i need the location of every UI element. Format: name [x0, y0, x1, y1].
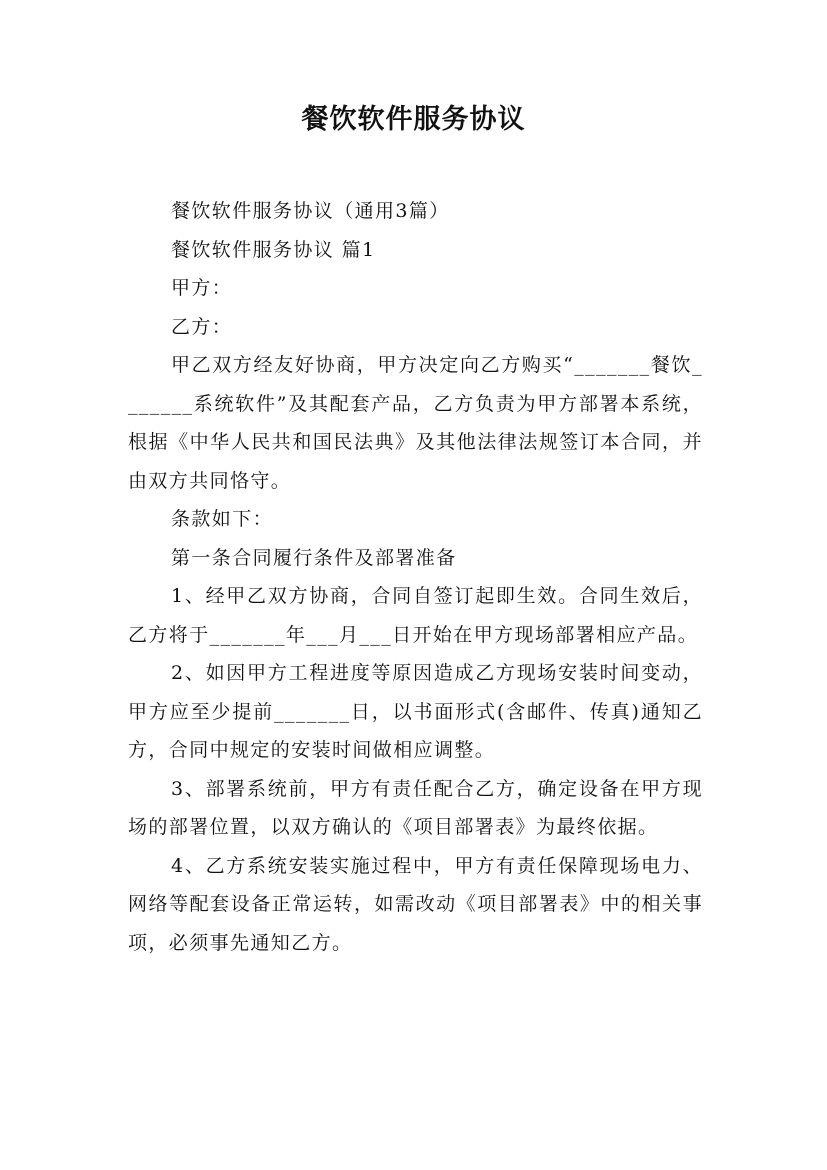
paragraph-clause-3: 3、部署系统前，甲方有责任配合乙方，确定设备在甲方现场的部署位置，以双方确认的《项目部署表》为最终依据。: [128, 777, 703, 838]
paragraph-clause-1: 1、经甲乙双方协商，合同自签订起即生效。合同生效后，乙方将于_______年___月___日开始在甲方现场部署相应产品。: [128, 585, 703, 646]
paragraph-clause-2: 2、如因甲方工程进度等原因造成乙方现场安装时间变动，甲方应至少提前_______日，以书面形式(含邮件、传真)通知乙方，合同中规定的安装时间做相应调整。: [128, 662, 703, 761]
paragraph-intro: 甲乙双方经友好协商，甲方决定向乙方购买“_______餐饮_______系统软件”及其配套产品，乙方负责为甲方部署本系统，根据《中华人民共和国民法典》及其他法律法规签订本合同，并由双方共同恪守。: [128, 354, 703, 492]
paragraph-article-one-heading: 第一条合同履行条件及部署准备: [171, 546, 457, 569]
paragraph-party-a: 甲方：: [171, 277, 233, 299]
paragraph-clause-4: 4、乙方系统安装实施过程中，甲方有责任保障现场电力、网络等配套设备正常运转，如需改动《项目部署表》中的相关事项，必须事先通知乙方。: [128, 854, 703, 954]
paragraph-collection-title: 餐饮软件服务协议（通用3篇）: [171, 200, 450, 222]
paragraph-section-heading: 餐饮软件服务协议 篇1: [171, 238, 376, 261]
document-title: 餐饮软件服务协议: [301, 104, 526, 135]
paragraph-party-b: 乙方：: [171, 315, 233, 338]
document-body: [128, 192, 703, 962]
paragraph-terms-heading: 条款如下：: [171, 508, 274, 530]
